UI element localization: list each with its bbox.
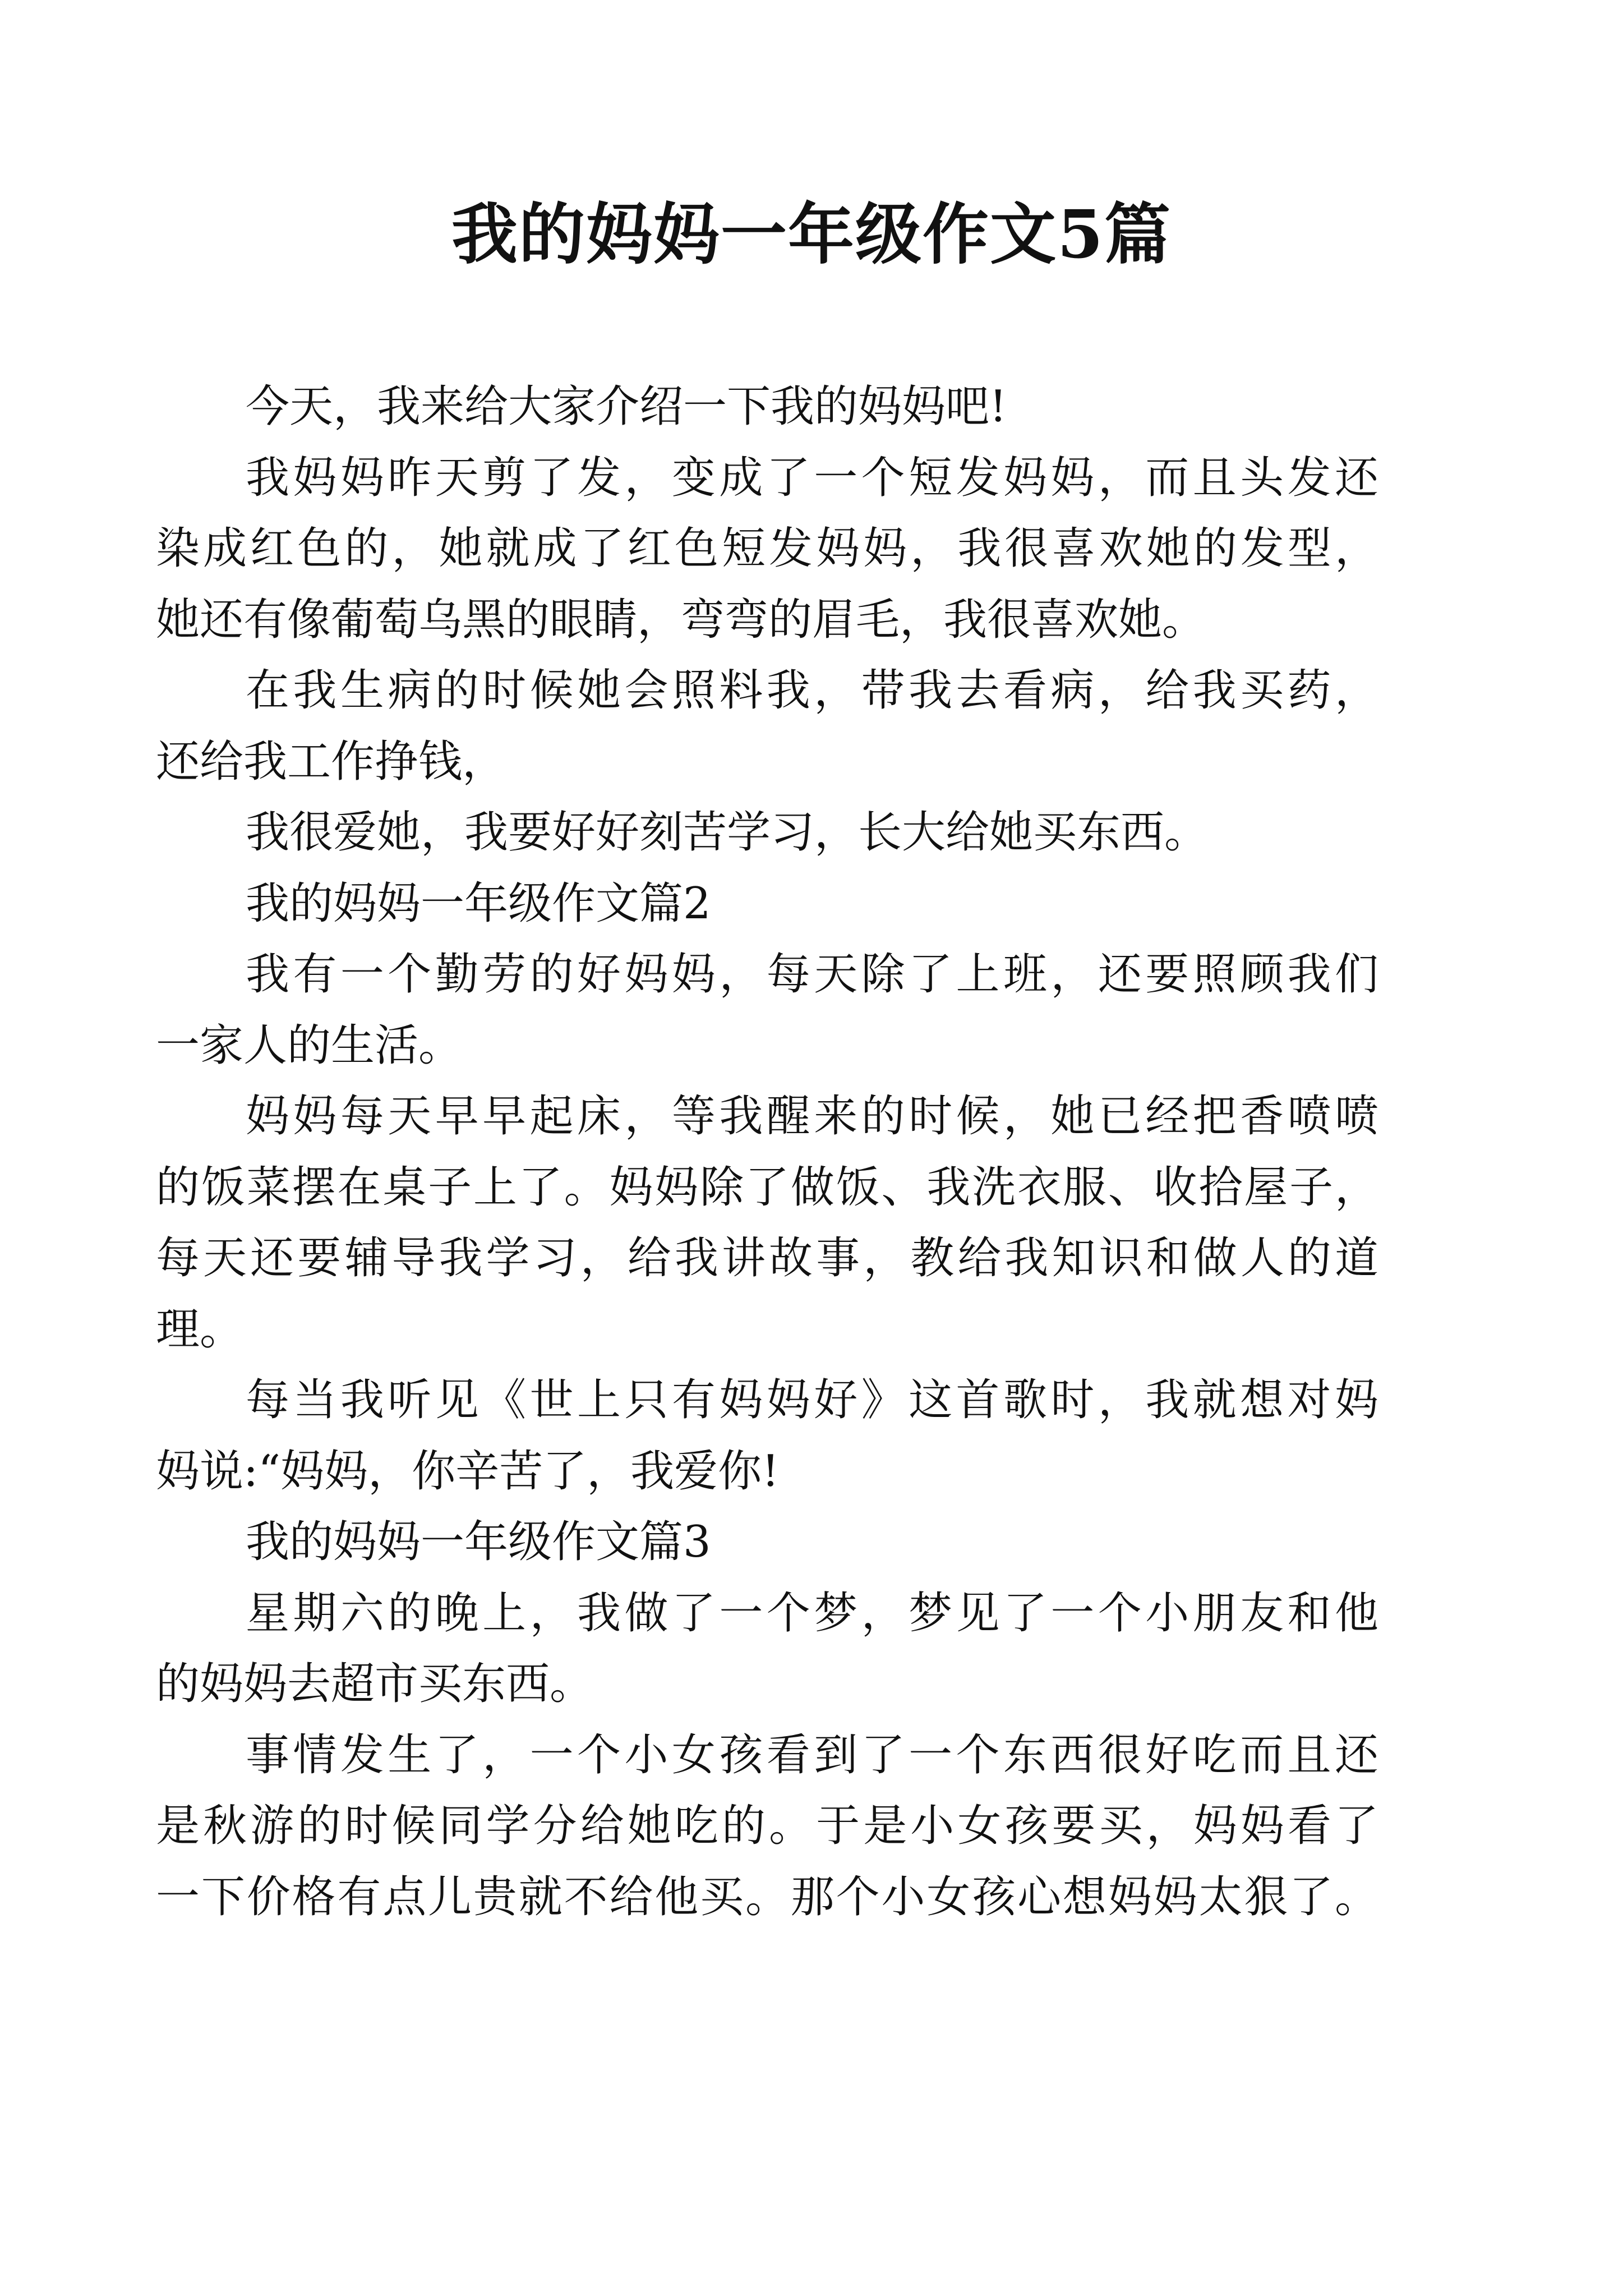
text-line: 她还有像葡萄乌黑的眼睛，弯弯的眉毛，我很喜欢她。	[156, 594, 1206, 645]
paragraph	[156, 655, 1378, 797]
text-line: 妈妈每天早早起床，等我醒来的时候，她已经把香喷喷	[246, 1091, 1378, 1142]
paragraph	[246, 797, 1378, 868]
paragraph	[156, 1365, 1378, 1507]
text-line: 每天还要辅导我学习，给我讲故事，教给我知识和做人的道	[156, 1233, 1378, 1283]
text-line: 事情发生了，一个小女孩看到了一个东西很好吃而且还	[246, 1729, 1378, 1780]
paragraph	[156, 1578, 1378, 1720]
section-heading	[246, 868, 1378, 940]
text-line: 今天，我来给大家介绍一下我的妈妈吧!	[246, 381, 1007, 432]
text-line: 的饭菜摆在桌子上了。妈妈除了做饭、我洗衣服、收拾屋子，	[156, 1162, 1378, 1213]
section-heading	[246, 1507, 1378, 1578]
paragraph	[156, 1720, 1378, 1933]
text-line: 是秋游的时候同学分给她吃的。于是小女孩要买，妈妈看了	[156, 1801, 1378, 1851]
text-line: 星期六的晚上，我做了一个梦，梦见了一个小朋友和他	[246, 1588, 1378, 1639]
text-line: 一下价格有点儿贵就不给他买。那个小女孩心想妈妈太狠了。	[156, 1871, 1378, 1922]
paragraph	[156, 939, 1378, 1081]
text-line: 还给我工作挣钱，	[156, 736, 506, 787]
text-line: 染成红色的，她就成了红色短发妈妈，我很喜欢她的发型，	[156, 523, 1378, 574]
text-line: 我的妈妈一年级作文篇3	[246, 1517, 711, 1567]
text-line: 我很爱她，我要好好刻苦学习，长大给她买东西。	[246, 807, 1209, 858]
text-line: 的妈妈去超市买东西。	[156, 1659, 594, 1709]
text-line: 一家人的生活。	[156, 1020, 463, 1071]
text-line: 每当我听见《世上只有妈妈好》这首歌时，我就想对妈	[246, 1375, 1378, 1425]
text-line: 在我生病的时候她会照料我，带我去看病，给我买药，	[246, 665, 1378, 716]
paragraph	[156, 443, 1378, 656]
text-line: 我的妈妈一年级作文篇2	[246, 878, 711, 929]
document-body	[156, 371, 1378, 1932]
text-line: 理。	[156, 1304, 244, 1355]
text-line: 我有一个勤劳的好妈妈，每天除了上班，还要照顾我们	[246, 949, 1378, 1000]
paragraph	[246, 371, 1378, 443]
document-title: 我的妈妈一年级作文5篇	[451, 195, 1172, 273]
paragraph	[156, 1081, 1378, 1365]
text-line: 我妈妈昨天剪了发，变成了一个短发妈妈，而且头发还	[246, 452, 1378, 503]
text-line: 妈说:“妈妈，你辛苦了，我爱你!	[156, 1446, 780, 1497]
